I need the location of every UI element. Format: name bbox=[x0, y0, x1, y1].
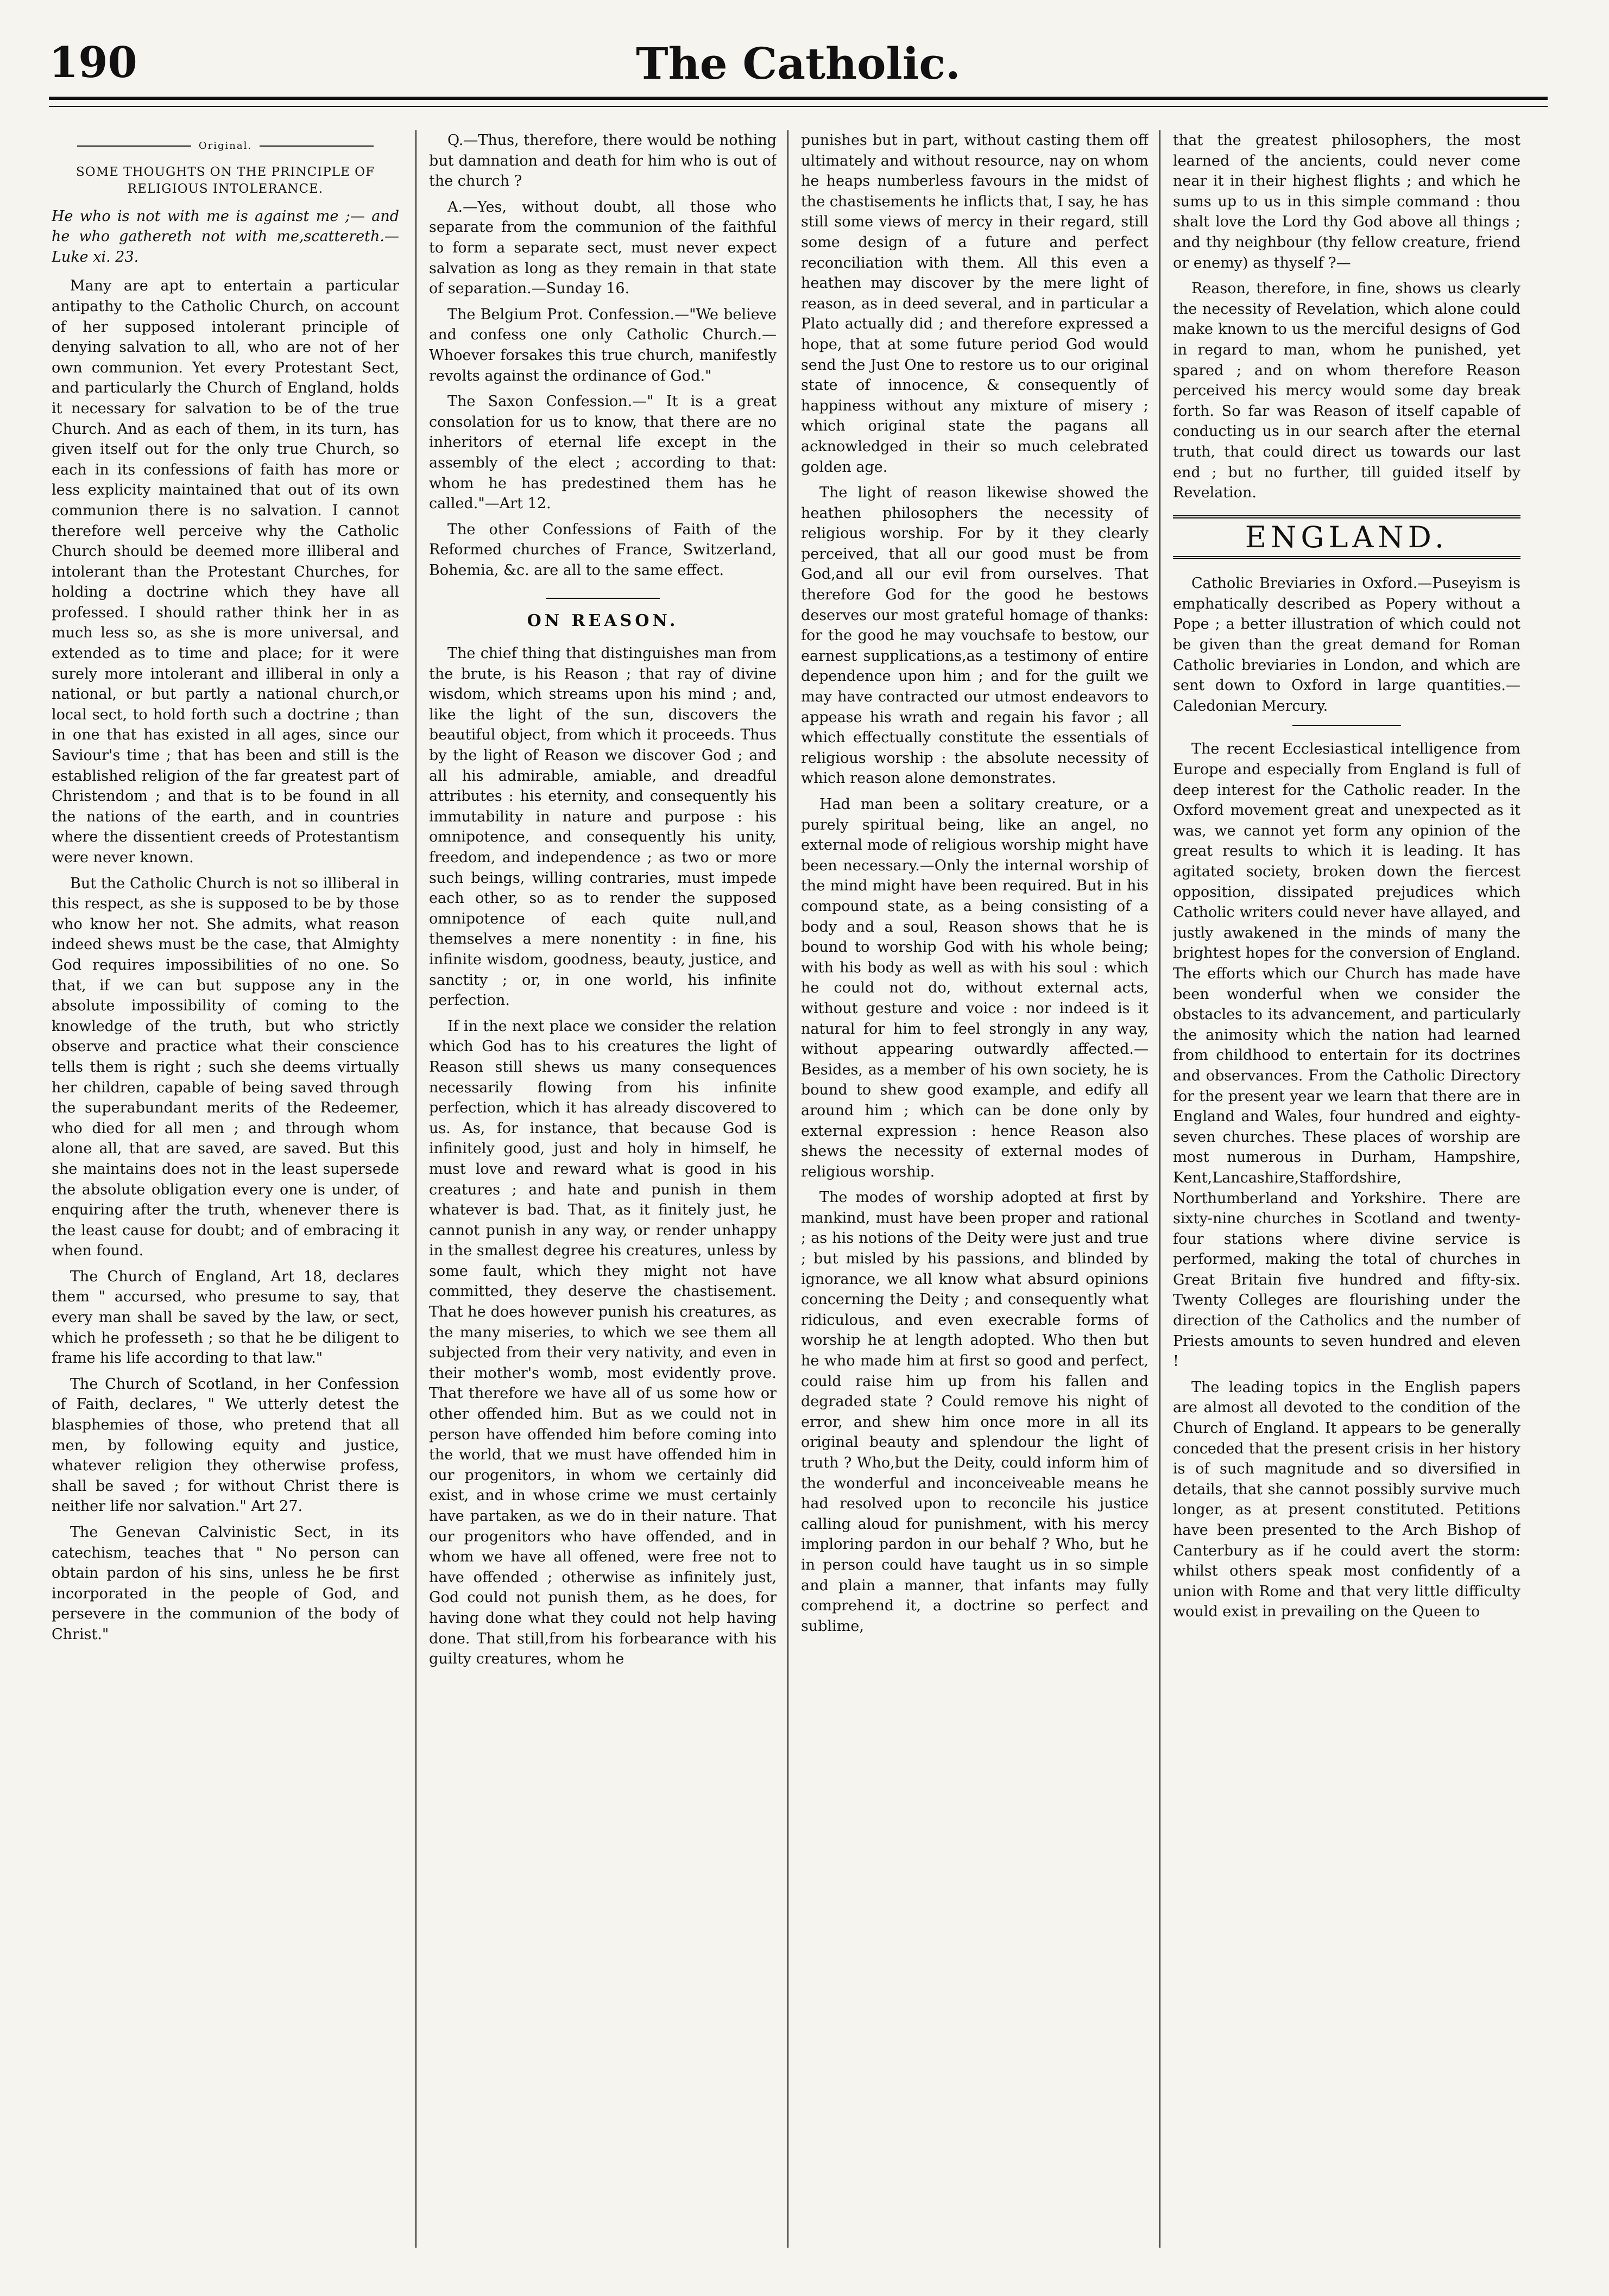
epigraph: He who is not with me is against me ;— and he who gathereth not with me,scattereth.—Luke xi. 23. bbox=[52, 207, 399, 265]
column-4 bbox=[1173, 130, 1520, 2248]
paragraph: Many are apt to entertain a particular antipathy to the Catholic Church, on account of her supposed intolerant principle of denying salvation to all, who are not of her own communion. Yet every Protestant Sect, and particularly the Church of England, holds it necessary for salvation to be of the true Church. And as each of them, in its turn, has given itself out for the only true Church, so each in its confessions of faith has more or less explicity maintained that out of its own communion there is no salvation. I cannot therefore well perceive why the Catholic Church should be deemed more illiberal and intolerant than the Protestant Churches, for holding a doctrine which they have all professed. I should rather think her in as much less so, as she is more universal, and extended as to time and place; for it were surely more intolerant and illiberal in only a national, or but partly a national church,or local sect, to hold forth such a doctrine ; than in one that has existed in all ages, since our Saviour's time ; that has been and still is the established religion of the far greatest part of Christendom ; and that is to be found in all the nations of the earth, and in countries where the dissentient creeds of Protestantism were never known. bbox=[52, 277, 399, 866]
article-heading: SOME THOUGHTS ON THE PRINCIPLE OF RELIGIOUS INTOLERANCE. bbox=[76, 165, 375, 196]
paragraph: The Church of England, Art 18, declares them " accursed, who presume to say, that every man shall be saved by the law, or sect, which he professeth ; so that he be diligent to frame his life according to that law." bbox=[52, 1268, 399, 1367]
column-divider bbox=[1159, 130, 1160, 2248]
column-3 bbox=[801, 130, 1149, 2248]
divider bbox=[1292, 725, 1401, 726]
paragraph: But the Catholic Church is not so illiberal in this respect, as she is supposed to be by those who know her not. She admits, what reason indeed shews must be the case, that Almighty God requires impossibilities of no one. So that, if we can but suppose any in the absolute impossibility of coming to the knowledge of the truth, but who strictly observe and practice what their conscience tells them is right ; such she deems virtually her children, capable of being saved through the superabundant merits of the Redeemer, who died for all men ; and through whom alone all, that are saved, are saved. But this she maintains does not in the least supersede the absolute obligation every one is under, of enquiring after the truth, whenever there is the least cause for doubt; and of embracing it when found. bbox=[52, 875, 399, 1260]
paragraph: The Belgium Prot. Confession.—"We believe and confess one only Catholic Church.—Whoever forsakes this true church, manifestly revolts against the ordinance of God." bbox=[429, 306, 777, 384]
original-tag: Original. bbox=[52, 136, 399, 156]
section-heading-on-reason: ON REASON. bbox=[429, 598, 777, 631]
column-divider bbox=[415, 130, 417, 2248]
paragraph: The modes of worship adopted at first by mankind, must have been proper and rational ; as his notions of the Deity were just and true ; but misled by his passions, and blinded by ignorance, we all know what absurd opinions concerning the Deity ; and consequently what ridiculous, and even execrable forms of worship he at length adopted. Who then but he who made him at first so good and perfect, could raise him up from his fallen and degraded state ? Could remove his night of error, and shew him once more in all its original beauty and splendour the light of truth ? Who,but the Deity, could inform him of the wonderful and inconceiveable means he had resolved upon to reconcile his justice calling aloud for punishment, with his mercy imploring pardon in our behalf ? Who, but he in person could have taught us in so simple and plain a manner, that infants may fully comprehend it, a doctrine so perfect and sublime, bbox=[801, 1189, 1149, 1635]
masthead bbox=[49, 38, 1548, 87]
header-rule bbox=[49, 97, 1548, 100]
paragraph: The Genevan Calvinistic Sect, in its catechism, teaches that " No person can obtain pardon of his sins, unless he be first incorporated in the people of God, and persevere in the communion of the body of Christ." bbox=[52, 1524, 399, 1643]
paragraph: punishes but in part, without casting them off ultimately and without resource, nay on whom he heaps numberless favours in the midst of the chastisements he inflicts that, I say, he has still some views of mercy in their regard, still some design of a future and perfect reconciliation with them. All this even a heathen may discover by the mere light of reason, as in deed several, and in particular a Plato actually did ; and therefore expressed a hope, that at some future period God would send the Just One to restore us to our original state of innocence, & consequently of happiness without any mixture of misery ; which original state the pagans all acknowledged in their so much celebrated golden age. bbox=[801, 132, 1149, 476]
paragraph: The leading topics in the English papers are almost all devoted to the condition of the Church of England. It appears to be generally conceded that the present crisis in her history is of such magnitude and so diversified in details, that she cannot possibly survive much longer, as at present constituted. Petitions have been presented to the Arch Bishop of Canterbury as if he could avert the storm: whilst others speak most confidently of a union with Rome and that very little difficulty would exist in prevailing on the Queen to bbox=[1173, 1378, 1520, 1621]
paragraph: The light of reason likewise showed the heathen philosophers the necessity of religious worship. For by it they clearly perceived, that all our good must be from God,and all our evil from ourselves. That therefore God for the good he bestows deserves our most grateful homage of thanks: for the good he may vouchsafe to bestow, our earnest supplications,as a testimony of entire dependence upon him ; and for the guilt we may have contracted our utmost endeavors to appease his wrath and regain his favor ; all which effectually constitute the essentials of religious worship : the absolute necessity of which reason alone demonstrates. bbox=[801, 484, 1149, 787]
paragraph: The other Confessions of Faith of the Reformed churches of France, Switzerland, Bohemia, &c. are all to the same effect. bbox=[429, 521, 777, 579]
page-title: The Catholic. bbox=[636, 38, 961, 89]
paragraph: Had man been a solitary creature, or a purely spiritual being, like an angel, no external mode of religious worship might have been necessary.—Only the internal worship of the mind might have been required. But in his compound state, as a being consisting of a body and a soul, Reason shows that he is bound to worship God with his whole being; with his body as well as with his soul : which he could not do, without external acts, without gesture and voice : nor indeed is it natural for him to feel strongly in any way, without appearing outwardly affected.—Besides, as a member of his own society, he is bound to shew good example, and edify all around him ; which can be done only by external expression : hence Reason also shews the necessity of external modes of religious worship. bbox=[801, 796, 1149, 1180]
page-number: 190 bbox=[49, 38, 137, 87]
paragraph: Q.—Thus, therefore, there would be nothing but damnation and death for him who is out of the church ? bbox=[429, 132, 777, 190]
header-rule-thin bbox=[49, 106, 1548, 107]
paragraph: A.—Yes, without doubt, all those who separate from the communion of the faithful to form a separate sect, must never expect salvation as long as they remain in that state of separation.—Sunday 16. bbox=[429, 198, 777, 298]
paragraph: The recent Ecclesiastical intelligence from Europe and especially from England is full of deep interest for the Catholic reader. In the Oxford movement great and unexpected as it was, we cannot yet form any opinion of the great results to which it is leading. It has agitated society, broken down the fiercest opposition, dissipated prejudices which Catholic writers could never have allayed, and justly awakened in the minds of many the brightest hopes for the conversion of England. The efforts which our Church has made have been wonderful when we consider the obstacles to its advancement, and particularly the animosity which the nation had learned from childhood to entertain for its doctrines and observances. From the Catholic Directory for the present year we learn that there are in England and Wales, four hundred and eighty-seven churches. These places of worship are most numerous in Durham, Hampshire, Kent,Lancashire,Staffordshire, Northumberland and Yorkshire. There are sixty-nine churches in Scotland and twenty-four stations where divine service is performed, making the total of churches in Great Britain five hundred and fifty-six. Twenty Colleges are flourishing under the direction of the Catholics and the number of Priests amounts to seven hundred and eleven ! bbox=[1173, 741, 1520, 1370]
paragraph: The Saxon Confession.—" It is a great consolation for us to know, that there are no inheritors of eternal life except in the assembly of the elect ; according to that: whom he has predestined them has he called."—Art 12. bbox=[429, 393, 777, 513]
paragraph: that the greatest philosophers, the most learned of the ancients, could never come near it in their highest flights ; and which he sums up to us in this simple command : thou shalt love the Lord thy God above all things ; and thy neighbour (thy fellow creature, friend or enemy) as thyself ?— bbox=[1173, 132, 1520, 271]
paragraph: Reason, therefore, in fine, shows us clearly the necessity of Revelation, which alone could make known to us the merciful designs of God in regard to man, whom he punished, yet spared ; and on whom therefore Reason perceived his mercy would some day break forth. So far was Reason of itself capable of conducting us in our search after the eternal truth, that could direct us towards our last end ; but no further, till guided itself by Revelation. bbox=[1173, 280, 1520, 502]
paragraph: The Church of Scotland, in her Confession of Faith, declares, " We utterly detest the blasphemies of those, who pretend that all men, by following equity and justice, whatever religion they otherwise profess, shall be saved ; for without Christ there is neither life nor salvation." Art 27. bbox=[52, 1375, 399, 1515]
column-divider bbox=[787, 130, 788, 2248]
column-2 bbox=[429, 130, 777, 2248]
section-heading-england: ENGLAND. bbox=[1173, 515, 1520, 560]
paragraph: The chief thing that distinguishes man from the brute, is his Reason ; that ray of divine wisdom, which streams upon his mind ; and, like the light of the sun, discovers the beautiful object, from which it proceeds. Thus by the light of Reason we discover God ; and all his admirable, amiable, and dreadful attributes : his eternity, and consequently his immutability in nature and purpose : his omnipotence, and consequently his unity, freedom, and independence ; as two or more such beings, willing contraries, must impede each other, so as to render the supposed omnipotence of each quite null,and themselves a mere nonentity : in fine, his infinite wisdom, goodness, beauty, justice, and sanctity ; or, in one world, his infinite perfection. bbox=[429, 645, 777, 1009]
column-1 bbox=[52, 130, 399, 2248]
paragraph: Catholic Breviaries in Oxford.—Puseyism is emphatically described as Popery without a Pope ; a better illustration of which could not be given than the great demand for Roman Catholic breviaries in London, and which are sent down to Oxford in large quantities.—Caledonian Mercury. bbox=[1173, 575, 1520, 714]
paragraph: If in the next place we consider the relation which God has to his creatures the light of Reason still shews us many consequences necessarily flowing from his infinite perfection, which it has already discovered to us. As, for instance, that because God is infinitely good, just and holy in himself, he must love and reward what is good in his creatures ; and hate and punish in them whatever is bad. That, as it finitely just, he cannot punish in any way, or render unhappy in the smallest degree his creatures, unless by some fault, which they might not have committed, they deserve the chastisement. That he does however punish his creatures, as the many miseries, to which we see them all subjected from their very nativity, and even in their mother's womb, most evidently prove. That therefore we have all of us some how or other offended him. But as we could not in person have offended him before coming into the world, that we must have offended him in our progenitors, in whom we certainly did exist, and in whose crime we must certainly have partaken, as we do in their nature. That our progenitors who have offended, and in whom we have all offened, were free not to have offended ; otherwise as infinitely just, God could not punish them, as he does, for having done what they could not help having done. That still,from his forbearance with his guilty creatures, whom he bbox=[429, 1017, 777, 1668]
